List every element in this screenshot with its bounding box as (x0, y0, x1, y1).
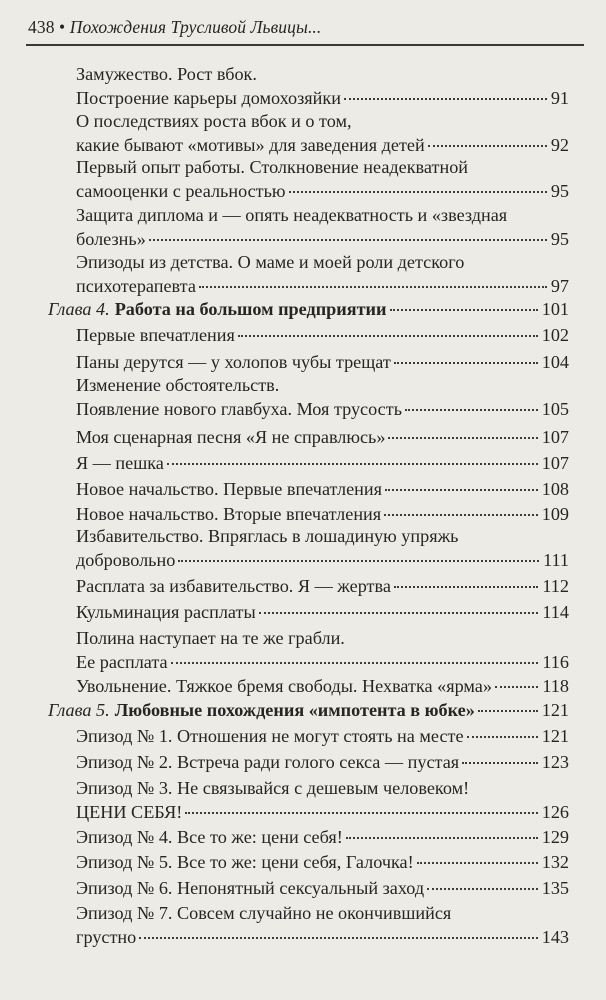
toc-entry (76, 502, 569, 526)
toc-entry-line (76, 502, 569, 526)
toc-page-number: 132 (541, 852, 569, 872)
toc-entry-line (76, 397, 569, 421)
toc-entry-text: Первый опыт работы. Столкновение неадекватной (76, 157, 469, 177)
toc-page-number: 95 (550, 181, 569, 201)
toc-entry-line (76, 323, 569, 347)
toc-entry-line (76, 274, 569, 298)
dot-leader (385, 488, 538, 491)
dot-leader (467, 735, 538, 738)
toc-entry-line (76, 155, 569, 179)
toc-entry-line (76, 600, 569, 624)
toc-chapter-entry (48, 698, 569, 722)
toc-entry-text: Защита диплома и — опять неадекватность и «звездная (76, 205, 508, 225)
chapter-label: Глава 4. (48, 299, 110, 319)
toc-entry-text: Эпизод № 6. Непонятный сексуальный заход (76, 878, 425, 898)
toc-page-number: 102 (541, 325, 569, 345)
toc-entry (76, 109, 569, 157)
toc-entry-line (76, 925, 569, 949)
toc-entry-line (76, 524, 569, 548)
toc-page-number: 97 (550, 276, 569, 296)
dot-leader (259, 611, 539, 614)
toc-entry (76, 477, 569, 501)
chapter-title: Работа на большом предприятии (114, 299, 387, 319)
toc-entry-text: Кульминация расплаты (76, 602, 256, 622)
dot-leader (344, 97, 547, 100)
toc-entry-text: Моя сценарная песня «Я не справлюсь» (76, 427, 386, 447)
toc-entry-line (48, 698, 569, 722)
dot-leader (417, 861, 538, 864)
toc-page-number: 121 (541, 700, 569, 720)
toc-entry-text: Избавительство. Впряглась в лошадиную упряжь (76, 526, 459, 546)
toc-entry (76, 626, 569, 674)
toc-page-number: 135 (541, 878, 569, 898)
dot-leader (384, 513, 538, 516)
chapter-title: Любовные похождения «импотента в юбке» (114, 700, 475, 720)
toc-entry-text: Эпизод № 2. Встреча ради голого секса — пустая (76, 752, 460, 772)
toc-entry-line (76, 62, 569, 86)
dot-leader (167, 462, 538, 465)
toc-entry-line (76, 724, 569, 748)
toc-page-number: 123 (541, 752, 569, 772)
toc-entry-text: болезнь» (76, 229, 146, 249)
toc-entry (76, 155, 569, 203)
toc-page-number: 107 (541, 453, 569, 473)
dot-leader (478, 709, 538, 712)
toc-entry (76, 724, 569, 748)
dot-leader (139, 936, 537, 939)
toc-entry-text: добровольно (76, 550, 176, 570)
dot-leader (199, 285, 547, 288)
dot-leader (495, 685, 538, 688)
toc-entry-text: Эпизод № 7. Совсем случайно не окончившийся (76, 903, 452, 923)
toc-page-number: 143 (541, 927, 569, 947)
toc-entry-line (76, 179, 569, 203)
toc-page-number: 112 (542, 576, 569, 596)
toc-entry-text: Изменение обстоятельств. (76, 375, 280, 395)
dot-leader (390, 308, 538, 311)
page-number: 438 (28, 17, 55, 37)
toc-page-number: 101 (541, 299, 569, 319)
toc-entry (76, 901, 569, 949)
dot-leader (428, 144, 547, 147)
dot-leader (289, 190, 547, 193)
dot-leader (394, 361, 538, 364)
toc-entry (76, 425, 569, 449)
dot-leader (171, 661, 539, 664)
toc-entry-text: Расплата за избавительство. Я — жертва (76, 576, 391, 596)
toc-entry-line (76, 650, 569, 674)
toc-entry-text: Эпизод № 4. Все то же: цени себя! (76, 827, 343, 847)
toc-entry-line (76, 674, 569, 698)
toc-page-number: 121 (541, 726, 569, 746)
toc-entry-line (48, 297, 569, 321)
dot-leader (149, 238, 547, 241)
toc-page-number: 91 (550, 88, 569, 108)
toc-page-number: 108 (541, 479, 569, 499)
toc-page-number: 126 (541, 802, 569, 822)
toc-entry-line (76, 548, 569, 572)
toc-chapter-entry (48, 297, 569, 321)
toc-page-number: 116 (542, 652, 569, 672)
toc-entry-text: какие бывают «мотивы» для заведения детей (76, 135, 425, 155)
toc-entry-text: грустно (76, 927, 137, 947)
toc-page-number: 95 (550, 229, 569, 249)
toc-entry-text: Первые впечатления (76, 325, 235, 345)
toc-entry-text: Эпизоды из детства. О маме и моей роли детского (76, 252, 465, 272)
toc-entry (76, 524, 569, 572)
toc-entry-line (76, 800, 569, 824)
toc-entry-line (76, 350, 569, 374)
toc-entry-line (76, 373, 569, 397)
dot-leader (462, 761, 538, 764)
toc-entry-text: Эпизод № 3. Не связывайся с дешевым человеком! (76, 778, 470, 798)
dot-leader (238, 334, 538, 337)
header-bullet: • (59, 17, 66, 37)
toc-entry (76, 574, 569, 598)
toc-page-number: 118 (542, 676, 569, 696)
dot-leader (394, 585, 538, 588)
toc-entry-line (76, 109, 569, 133)
toc-entry-line (76, 901, 569, 925)
toc-entry-text: Построение карьеры домохозяйки (76, 88, 341, 108)
toc-entry-line (76, 203, 569, 227)
toc-entry-line (76, 776, 569, 800)
toc-entry-text: Паны дерутся — у холопов чубы трещат (76, 352, 391, 372)
dot-leader (388, 436, 537, 439)
toc-entry-text: психотерапевта (76, 276, 196, 296)
toc-entry-text: Эпизод № 1. Отношения не могут стоять на месте (76, 726, 464, 746)
chapter-label: Глава 5. (48, 700, 110, 720)
toc-page-number: 107 (541, 427, 569, 447)
toc-entry (76, 674, 569, 698)
toc-entry (76, 373, 569, 421)
toc-entry-line (76, 574, 569, 598)
toc-entry-text: самооценки с реальностью (76, 181, 286, 201)
toc-page-number: 129 (541, 827, 569, 847)
toc-entry-text: Эпизод № 5. Все то же: цени себя, Галочка! (76, 852, 414, 872)
toc-entry-line (76, 825, 569, 849)
dot-leader (178, 559, 539, 562)
toc-entry-line (76, 477, 569, 501)
toc-entry-line (76, 425, 569, 449)
toc-entry-line (76, 750, 569, 774)
toc-entry-text: Увольнение. Тяжкое бремя свободы. Нехватка «ярма» (76, 676, 492, 696)
toc-entry (76, 323, 569, 347)
toc-entry-text: Новое начальство. Вторые впечатления (76, 504, 382, 524)
dot-leader (346, 836, 538, 839)
toc-entry (76, 850, 569, 874)
toc-entry (76, 600, 569, 624)
toc-entry-text: Замужество. Рост вбок. (76, 64, 257, 84)
toc-entry (76, 825, 569, 849)
dot-leader (185, 811, 537, 814)
toc-entry (76, 876, 569, 900)
toc-entry-text: Я — пешка (76, 453, 164, 473)
toc-page-number: 105 (541, 399, 569, 419)
toc-entry (76, 750, 569, 774)
book-title: Похождения Трусливой Львицы... (69, 17, 322, 37)
toc-page-number: 111 (543, 550, 569, 570)
toc-entry-text: Появление нового главбуха. Моя трусость (76, 399, 402, 419)
toc-entry-line (76, 850, 569, 874)
dot-leader (405, 408, 538, 411)
toc-entry-line (76, 86, 569, 110)
toc-page-number: 114 (542, 602, 569, 622)
toc-entry-text: Новое начальство. Первые впечатления (76, 479, 383, 499)
toc-entry (76, 62, 569, 110)
toc-entry-line (76, 451, 569, 475)
toc-entry-line (76, 227, 569, 251)
toc-page-number: 92 (550, 135, 569, 155)
toc-entry-text: Ее расплата (76, 652, 168, 672)
toc-entry (76, 250, 569, 298)
dot-leader (427, 887, 538, 890)
toc-entry-text: Полина наступает на те же грабли. (76, 628, 345, 648)
toc-entry (76, 203, 569, 251)
toc-page-number: 104 (541, 352, 569, 372)
toc-entry-text: ЦЕНИ СЕБЯ! (76, 802, 183, 822)
toc-entry-line (76, 626, 569, 650)
toc-entry (76, 451, 569, 475)
toc-entry-line (76, 133, 569, 157)
toc-entry-line (76, 876, 569, 900)
toc-page-number: 109 (541, 504, 569, 524)
toc-entry-text: О последствиях роста вбок и о том, (76, 111, 352, 131)
toc-entry-line (76, 250, 569, 274)
toc-entry (76, 776, 569, 824)
toc-entry (76, 350, 569, 374)
